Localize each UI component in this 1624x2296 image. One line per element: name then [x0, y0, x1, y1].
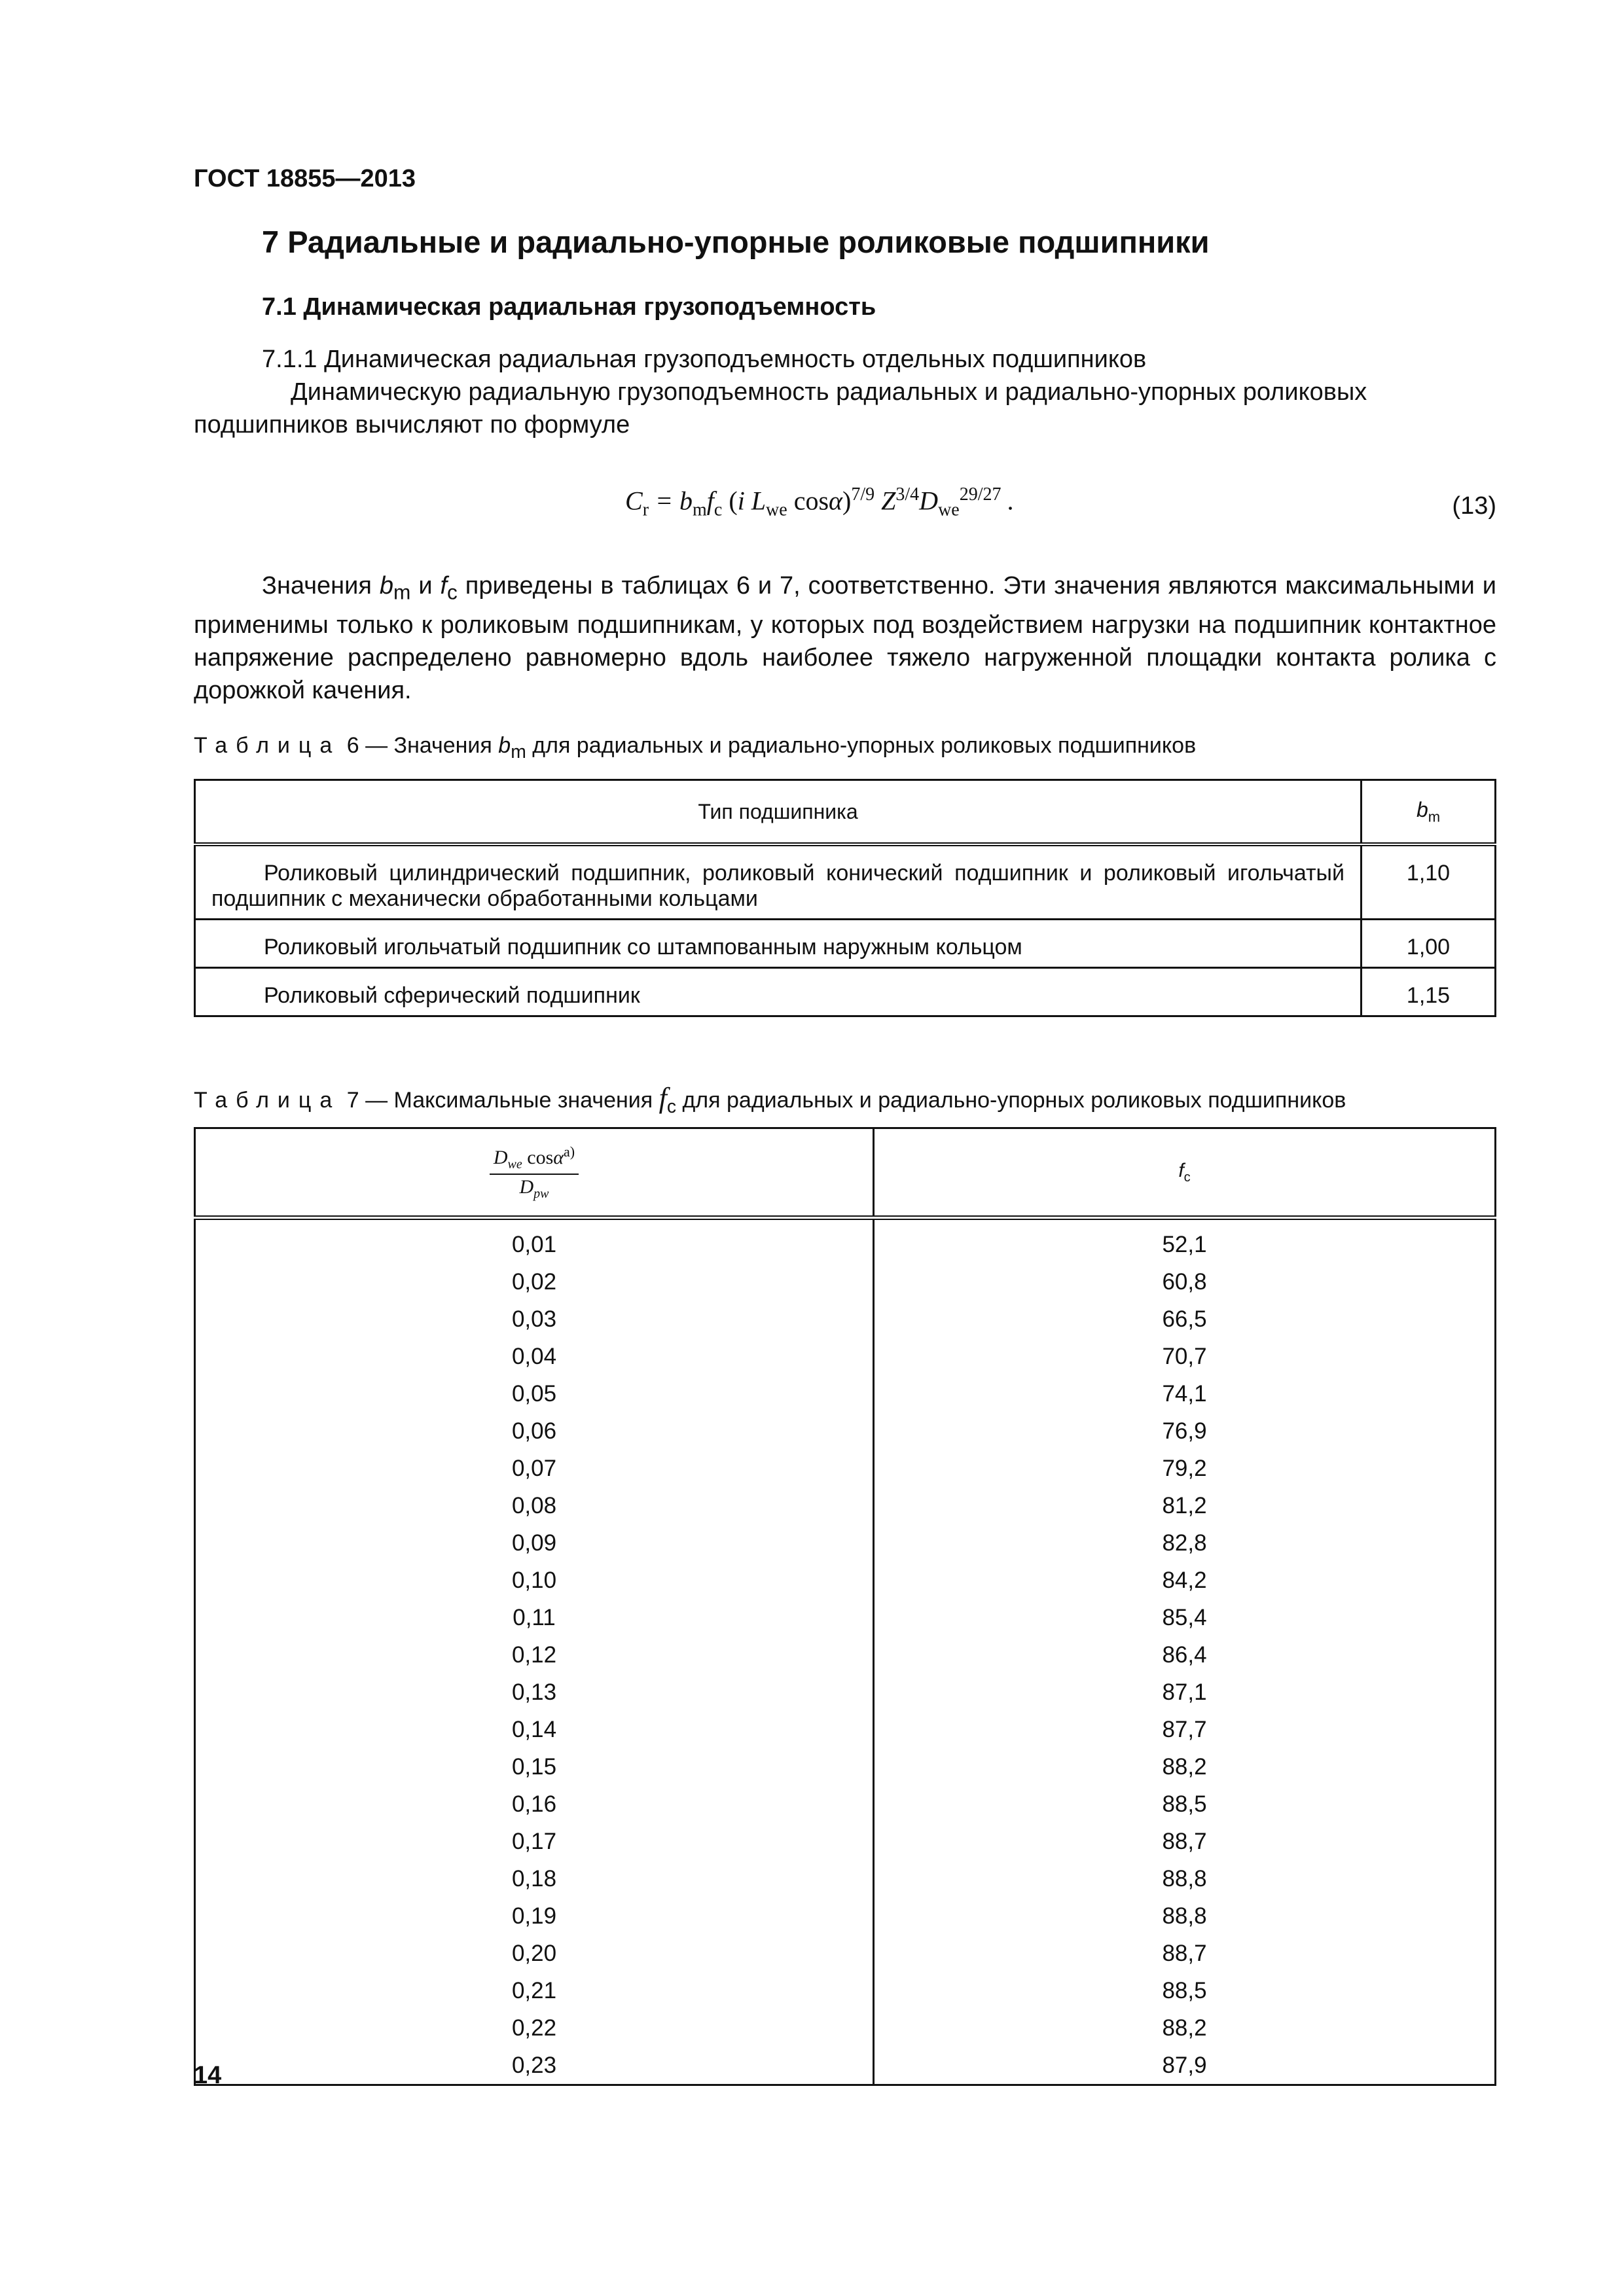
- table-row: [195, 1674, 1496, 1711]
- table7-ratio-cell: 0,14: [195, 1711, 874, 1748]
- table-row: [195, 1300, 1496, 1338]
- table6-type-cell: Роликовый игольчатый подшипник со штампованным наружным кольцом: [195, 920, 1362, 968]
- table7-fc-cell: 84,2: [874, 1562, 1496, 1599]
- table-row: [195, 1562, 1496, 1599]
- table-row: [195, 1785, 1496, 1823]
- table-row: [195, 1375, 1496, 1412]
- table7-fc-cell: 88,5: [874, 1785, 1496, 1823]
- table6-header-bm: $b_m$: [1362, 780, 1496, 845]
- formula-13: $C_r = b_mf_c$ (i $L_{we}$ cosα)$^{7/9}$ $Z^{3/4}D_{we}^{29/27}$ .: [625, 484, 1015, 520]
- table7-ratio-cell: 0,04: [195, 1338, 874, 1375]
- table7-fc-cell: 82,8: [874, 1524, 1496, 1562]
- page-number: 14: [194, 2062, 222, 2089]
- section-title: 7 Радиальные и радиально-упорные роликовые подшипники: [262, 224, 1210, 259]
- table7-fc-cell: 74,1: [874, 1375, 1496, 1412]
- table7-fc-cell: 87,7: [874, 1711, 1496, 1748]
- table7-header-fc: $f_c$: [874, 1128, 1496, 1218]
- table7-caption: Таблица 7 — Максимальные значения $f_c$ для радиальных и радиально-упорных роликовых подшипников: [194, 1082, 1346, 1117]
- table-row: [195, 1524, 1496, 1562]
- table7-fc-cell: 60,8: [874, 1263, 1496, 1300]
- table6-bm-cell: 1,00: [1362, 920, 1496, 968]
- table-row: [195, 1263, 1496, 1300]
- table-row: [195, 1412, 1496, 1450]
- table7-fc-cell: 88,8: [874, 1897, 1496, 1935]
- table-row: [195, 1897, 1496, 1935]
- table7-fc-cell: 88,8: [874, 1860, 1496, 1897]
- table-row: [195, 1338, 1496, 1375]
- table7-fc-cell: 87,1: [874, 1674, 1496, 1711]
- table6-header-type: Тип подшипника: [195, 780, 1362, 845]
- table7-fc-cell: 86,4: [874, 1636, 1496, 1674]
- table6-caption: Таблица 6 — Значения $b_m$ для радиальных и радиально-упорных роликовых подшипников: [194, 733, 1197, 762]
- table7-ratio-cell: 0,11: [195, 1599, 874, 1636]
- table-row: [195, 1711, 1496, 1748]
- table7-fc-cell: 87,9: [874, 2047, 1496, 2085]
- table6-type-cell: Роликовый сферический подшипник: [195, 968, 1362, 1016]
- table7-fc-cell: 79,2: [874, 1450, 1496, 1487]
- table7-fc-cell: 85,4: [874, 1599, 1496, 1636]
- table6-bm-cell: 1,15: [1362, 968, 1496, 1016]
- table7-fc-cell: 88,2: [874, 1748, 1496, 1785]
- table7-ratio-cell: 0,12: [195, 1636, 874, 1674]
- table7-ratio-cell: 0,08: [195, 1487, 874, 1524]
- document-id: ГОСТ 18855—2013: [194, 165, 416, 192]
- table7-ratio-cell: 0,21: [195, 1972, 874, 2009]
- table7-fc-cell: 81,2: [874, 1487, 1496, 1524]
- table7-ratio-cell: 0,03: [195, 1300, 874, 1338]
- table7-fc-cell: 88,7: [874, 1823, 1496, 1860]
- table7-ratio-cell: 0,05: [195, 1375, 874, 1412]
- table7-header-ratio: $\frac{D_{we} \cos\alpha^{a)}}{D_{pw}}$: [195, 1128, 874, 1218]
- table-row: [195, 1748, 1496, 1785]
- table7-ratio-cell: 0,09: [195, 1524, 874, 1562]
- table-row: [195, 1450, 1496, 1487]
- table7-fc-cell: 88,7: [874, 1935, 1496, 1972]
- table7-ratio-cell: 0,20: [195, 1935, 874, 1972]
- table-row: [195, 1935, 1496, 1972]
- table-row: [195, 1972, 1496, 2009]
- table7-ratio-cell: 0,15: [195, 1748, 874, 1785]
- table7-ratio-cell: 0,01: [195, 1218, 874, 1264]
- table-row: [195, 1487, 1496, 1524]
- table7-ratio-cell: 0,16: [195, 1785, 874, 1823]
- table-row: [195, 2047, 1496, 2085]
- table7-ratio-cell: 0,06: [195, 1412, 874, 1450]
- table7-ratio-cell: 0,17: [195, 1823, 874, 1860]
- table7-ratio-cell: 0,23: [195, 2047, 874, 2085]
- table6-bm-cell: 1,10: [1362, 844, 1496, 920]
- subsection-title: 7.1 Динамическая радиальная грузоподъемность: [262, 293, 876, 321]
- table-row: [195, 1860, 1496, 1897]
- clause-title: 7.1.1 Динамическая радиальная грузоподъемность отдельных подшипников: [262, 346, 1147, 373]
- table-row: [195, 2009, 1496, 2047]
- table6-type-cell: Роликовый цилиндрический подшипник, роликовый конический подшипник и роликовый игольчатый подшипник с механически обработанными кольцами: [195, 844, 1362, 920]
- table-row: [195, 968, 1496, 1016]
- table7-fc-cell: 88,2: [874, 2009, 1496, 2047]
- table7-ratio-cell: 0,02: [195, 1263, 874, 1300]
- table7-fc-cell: 76,9: [874, 1412, 1496, 1450]
- equation-number: (13): [1452, 492, 1496, 520]
- table-7: [194, 1127, 1496, 2086]
- table-row: [195, 1636, 1496, 1674]
- table-row: [195, 1823, 1496, 1860]
- table-row: [195, 920, 1496, 968]
- table7-ratio-cell: 0,07: [195, 1450, 874, 1487]
- table7-fc-cell: 70,7: [874, 1338, 1496, 1375]
- clause-intro: Динамическую радиальную грузоподъемность радиальных и радиально-упорных роликовых подшипников вычисляют по формуле: [194, 378, 1367, 439]
- table-row: [195, 844, 1496, 920]
- table7-ratio-cell: 0,18: [195, 1860, 874, 1897]
- table7-ratio-cell: 0,13: [195, 1674, 874, 1711]
- table7-fc-cell: 88,5: [874, 1972, 1496, 2009]
- table7-fc-cell: 66,5: [874, 1300, 1496, 1338]
- table7-ratio-cell: 0,10: [195, 1562, 874, 1599]
- table-6: [194, 779, 1496, 1017]
- table7-ratio-cell: 0,22: [195, 2009, 874, 2047]
- table7-fc-cell: 52,1: [874, 1218, 1496, 1264]
- table-row: [195, 1218, 1496, 1264]
- values-note: Значения $b_m$ и $f_c$ приведены в таблицах 6 и 7, соответственно. Эти значения являются максимальными и применимы только к роликовым подшипникам, у которых под воздействием нагрузки на подшипник контактное напряжение распределено равномерно вдоль наиболее тяжело нагруженной площадки контакта ролика с дорожкой качения.: [194, 572, 1496, 704]
- table7-ratio-cell: 0,19: [195, 1897, 874, 1935]
- table-row: [195, 1599, 1496, 1636]
